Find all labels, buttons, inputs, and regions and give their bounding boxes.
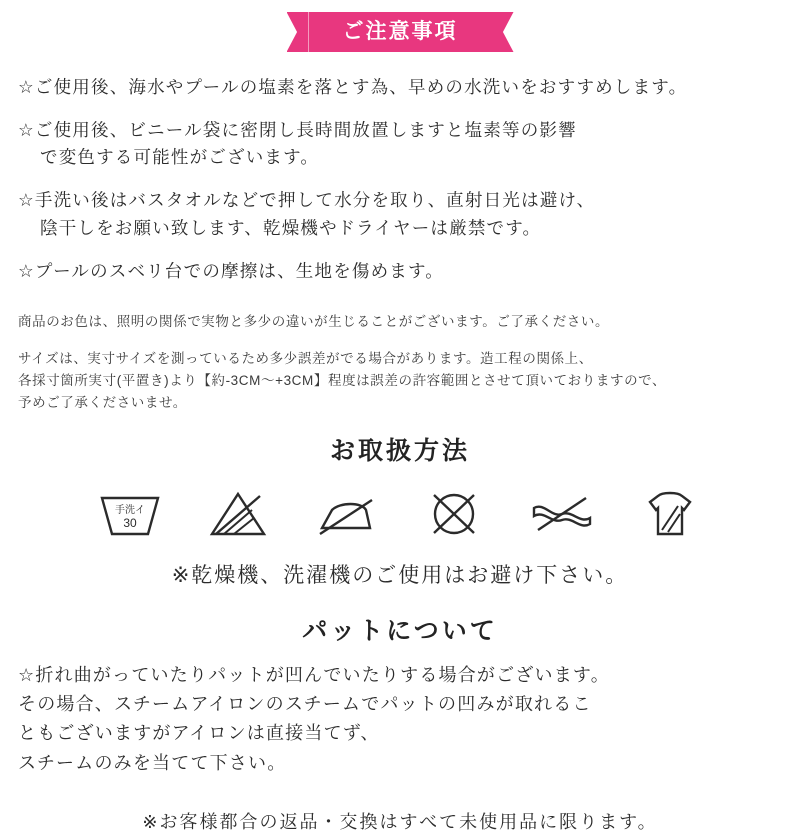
care-icon-row: [18, 483, 782, 541]
fine-print-size-line-1: サイズは、実寸サイズを測っているため多少誤差がでる場合があります。造工程の関係上、: [18, 351, 593, 367]
no-dry-clean-icon: [417, 483, 491, 541]
fine-print-size-line-3: 予めご了承くださいませ。: [18, 394, 187, 410]
pad-section-title: パットについて: [302, 617, 498, 646]
pad-section-paragraph: [18, 661, 782, 778]
pad-line-4: スチームのみを当てて下さい。: [18, 752, 287, 773]
ribbon-banner: [309, 12, 492, 52]
ribbon-tail-left: [287, 12, 309, 52]
pad-line-3: ともございますがアイロンは直接当てず、: [18, 723, 380, 744]
no-wring-icon: [525, 483, 599, 541]
drip-dry-shade-icon: [633, 483, 707, 541]
fine-print-color-line: 商品のお色は、照明の関係で実物と多少の違いが生じることがございます。ご了承ください。: [18, 313, 610, 329]
note-3-line-2: 陰干しをお願い致します、乾燥機やドライヤーは厳禁です。: [40, 217, 542, 238]
no-bleach-icon: [201, 483, 275, 541]
svg-text:手洗イ: 手洗イ: [115, 505, 145, 517]
pad-line-1: ☆折れ曲がっていたりパットが凹んでいたりする場合がございます。: [18, 665, 610, 686]
note-item-3: [18, 187, 782, 241]
hand-wash-30-icon: [93, 483, 167, 541]
fine-print-color: [18, 311, 782, 333]
svg-text:30: 30: [123, 516, 137, 531]
care-section-title: お取扱方法: [329, 437, 470, 466]
fine-print-size-line-2: 各採寸箇所実寸(平置き)より【約-3CM〜+3CM】程度は誤差の許容範囲とさせて頂いておりますので、: [18, 372, 667, 388]
ribbon-label: ご注意事項: [342, 20, 458, 43]
ribbon-tail-right: [492, 12, 514, 52]
note-1-line-1: ☆ご使用後、海水やプールの塩素を落とす為、早めの水洗いをおすすめします。: [18, 77, 688, 97]
notice-content: [0, 74, 800, 834]
no-iron-icon: [309, 483, 383, 541]
note-3-line-1: ☆手洗い後はバスタオルなどで押して水分を取り、直射日光は避け、: [18, 190, 596, 211]
note-2-line-1: ☆ご使用後、ビニール袋に密閉し長時間放置しますと塩素等の影響: [18, 120, 577, 141]
care-caution-text: ※乾燥機、洗濯機のご使用はお避け下さい。: [171, 564, 629, 588]
note-4-line-1: ☆プールのスベリ台での摩擦は、生地を傷めます。: [18, 260, 445, 281]
note-item-2: [18, 117, 782, 171]
final-note-text: ※お客様都合の返品・交換はすべて未使用品に限ります。: [142, 811, 658, 832]
fine-print-size: [18, 348, 782, 413]
note-2-line-2: で変色する可能性がございます。: [40, 147, 320, 168]
note-item-1: [18, 74, 782, 101]
pad-line-2: その場合、スチームアイロンのスチームでパットの凹みが取れるこ: [18, 694, 592, 715]
ribbon-header: [0, 0, 800, 52]
note-item-4: [18, 258, 782, 285]
